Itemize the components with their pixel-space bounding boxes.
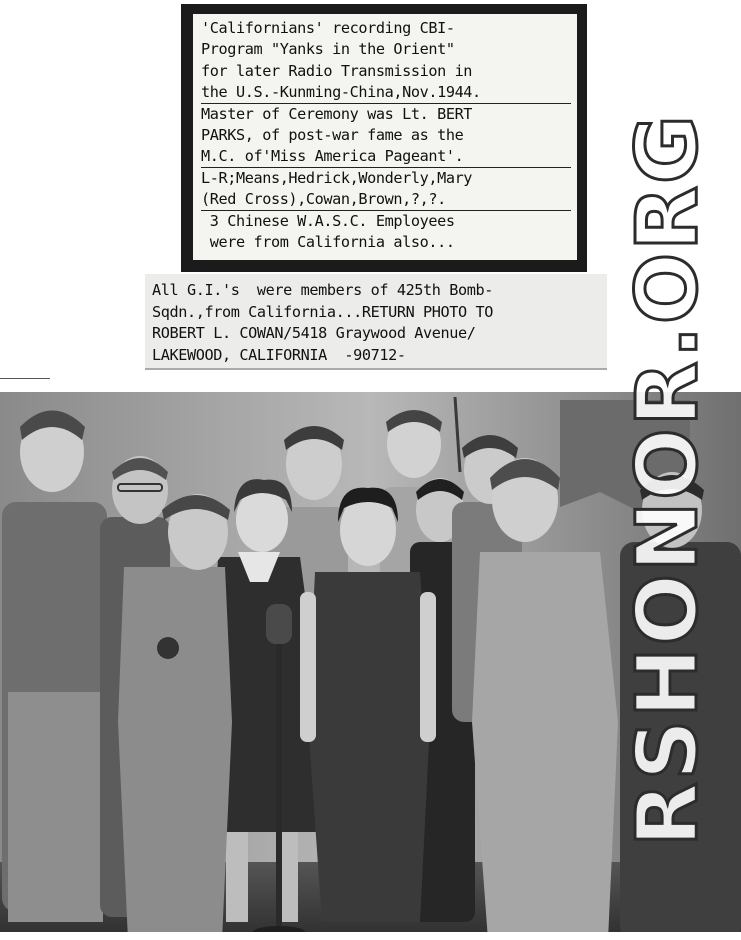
return-line: All G.I.'s were members of 425th Bomb- — [152, 281, 494, 299]
watermark-text: RSHONOR.ORG — [618, 113, 716, 847]
return-line: Sqdn.,from California...RETURN PHOTO TO — [152, 302, 494, 321]
caption-card-paper — [193, 14, 577, 260]
caption-line: 'Californians' recording CBI- — [201, 19, 455, 37]
caption-line: for later Radio Transmission in — [201, 61, 473, 80]
group-photograph — [0, 392, 741, 940]
caption-line: were from California also... — [201, 233, 455, 252]
caption-card — [181, 4, 587, 272]
return-line: LAKEWOOD, CALIFORNIA -90712- — [152, 345, 406, 364]
caption-line: M.C. of'Miss America Pageant'. — [201, 146, 571, 167]
caption-line: Master of Ceremony was Lt. BERT — [201, 104, 473, 123]
caption-line: L-R;Means,Hedrick,Wonderly,Mary — [201, 168, 473, 187]
caption-line: Program "Yanks in the Orient" — [201, 40, 455, 59]
caption-line: the U.S.-Kunming-China,Nov.1944. — [201, 82, 571, 103]
photo-illustration — [0, 392, 741, 940]
caption-line: 3 Chinese W.A.S.C. Employees — [201, 211, 455, 230]
edge-mark — [0, 378, 50, 379]
return-line: ROBERT L. COWAN/5418 Graywood Avenue/ — [152, 324, 476, 342]
return-address-strip — [145, 274, 607, 370]
photo-border — [0, 932, 741, 940]
caption-line: PARKS, of post-war fame as the — [201, 126, 464, 145]
person-far-right — [620, 472, 741, 940]
caption-line: (Red Cross),Cowan,Brown,?,?. — [201, 189, 571, 210]
